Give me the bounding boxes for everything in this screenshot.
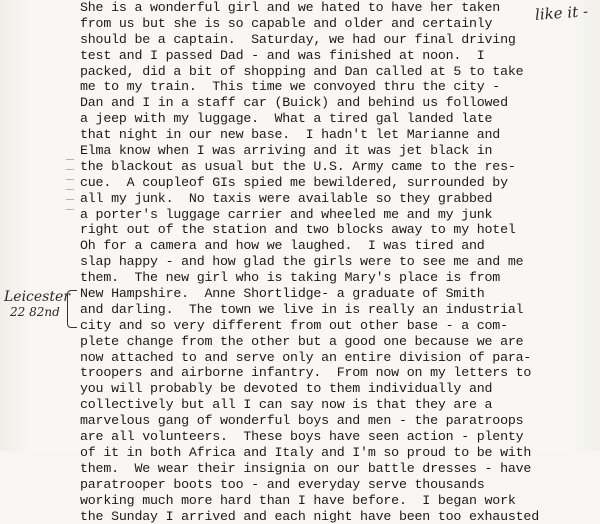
letter-line: and darling. The town we live in is really an industrial [80,302,588,318]
margin-bracket [67,290,77,328]
letter-line: a porter's luggage carrier and wheeled me and my junk [80,207,588,223]
letter-line: that night in our new base. I hadn't let Marianne and [80,127,588,143]
letter-line: now attached to and serve only an entire division of para- [80,350,588,366]
letter-line: troopers and airborne infantry. From now on my letters to [80,365,588,381]
letter-line: from us but she is so capable and older and certainly [80,16,588,32]
letter-line: She is a wonderful girl and we hated to have her taken [80,0,588,16]
letter-line: the Sunday I arrived and each night have been too exhausted [80,509,588,524]
letter-line: them. The new girl who is taking Mary's place is from [80,270,588,286]
letter-line: you will probably be devoted to them individually and [80,381,588,397]
letter-line: cue. A coupleof GIs spied me bewildered, surrounded by [80,175,588,191]
letter-line: test and I passed Dad - and was finished at noon. I [80,48,588,64]
letter-line: me to my train. This time we convoyed thru the city - [80,79,588,95]
handwritten-note-like-it: like it - [534,2,588,24]
letter-line: all my junk. No taxis were available so they grabbed [80,191,588,207]
letter-line: of it in both Africa and Italy and I'm so proud to be with [80,445,588,461]
letter-line: the blackout as usual but the U.S. Army came to the res- [80,159,588,175]
letter-line: them. We wear their insignia on our battle dresses - have [80,461,588,477]
letter-line: packed, did a bit of shopping and Dan called at 5 to take [80,64,588,80]
letter-line: Oh for a camera and how we laughed. I was tired and [80,238,588,254]
letter-line: are all volunteers. These boys have seen action - plenty [80,429,588,445]
letter-line: should be a captain. Saturday, we had our final driving [80,32,588,48]
letter-line: collectively but all I can say now is that they are a [80,397,588,413]
handwritten-margin-leicester: Leicester [4,289,70,305]
letter-line: plete change from the other but a good one because we are [80,334,588,350]
letter-line: paratrooper boots too - and everyday serve thousands [80,477,588,493]
letter-line: a jeep with my luggage. What a tired gal landed late [80,111,588,127]
letter-line: Dan and I in a staff car (Buick) and behind us followed [80,95,588,111]
letter-line: right out of the station and two blocks away to my hotel [80,222,588,238]
handwritten-margin-82nd: 22 82nd [10,305,60,319]
letter-line: working much more hard than I have before. I began work [80,493,588,509]
letter-line: slap happy - and how glad the girls were to see me and me [80,254,588,270]
letter-line: New Hampshire. Anne Shortlidge- a graduate of Smith [80,286,588,302]
margin-faint-marks [62,150,76,280]
letter-line: city and so very different from out other base - a com- [80,318,588,334]
letter-line: Elma know when I was arriving and it was jet black in [80,143,588,159]
typed-letter-body [80,0,588,524]
letter-line: marvelous gang of wonderful boys and men - the paratroops [80,413,588,429]
